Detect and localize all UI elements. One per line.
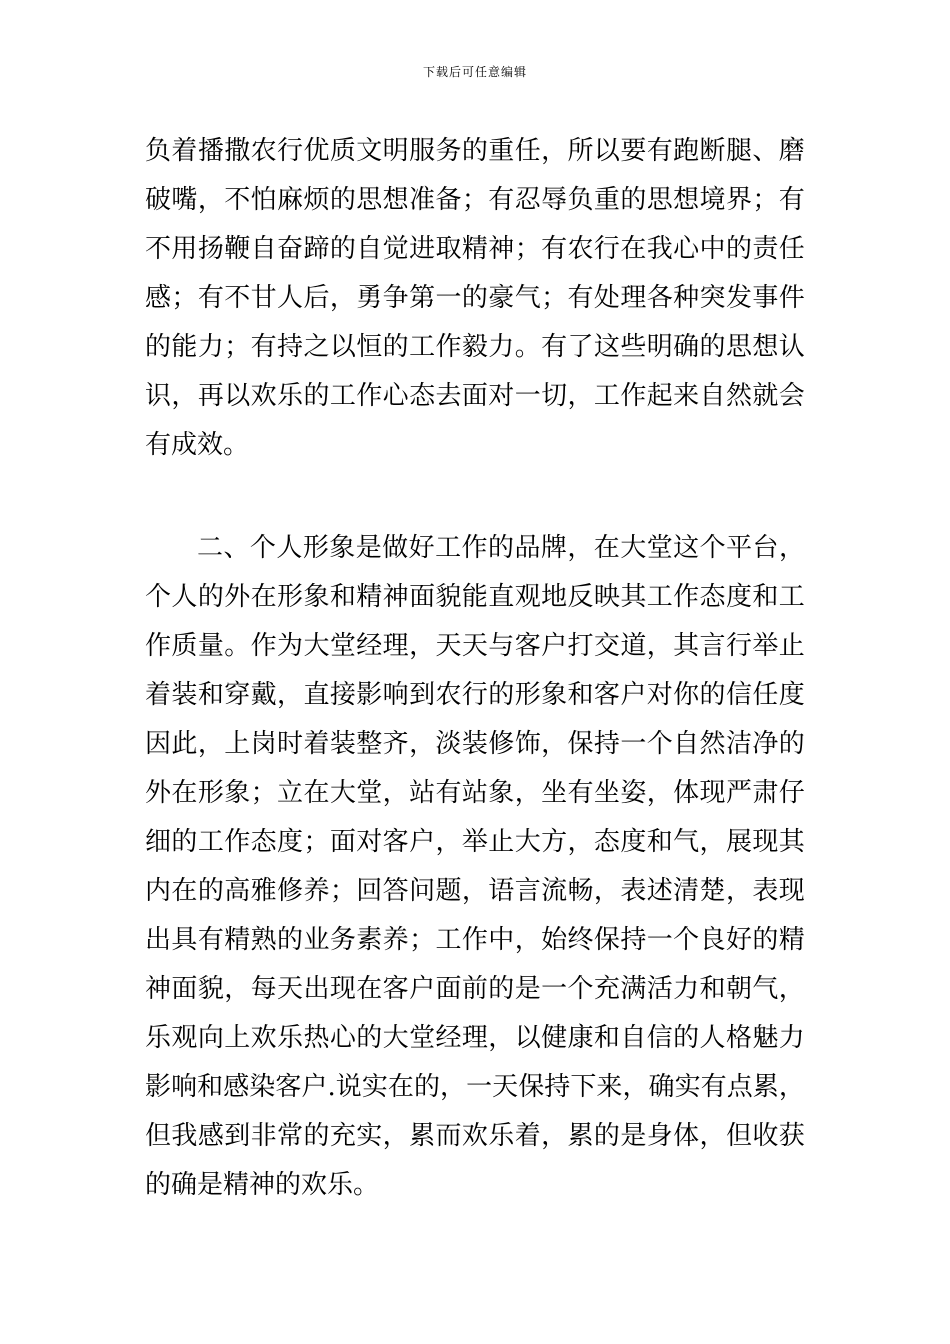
paragraph-2-line-2: 个 人 的 外 在 形 象 和 精 神 面 貌 能 直 观 地 反 映 其 工 作 态 度 和 工 — [145, 582, 805, 612]
paragraph-2-line-12: 影 响 和 感 染 客 户 . 说 实 在 的 ， 一 天 保 持 下 来 ， 确 实 有 点 累 ， — [145, 1072, 805, 1102]
paragraph-2-line-3: 作 质 量 。 作 为 大 堂 经 理 ， 天 天 与 客 户 打 交 道 ， 其 言 行 举 止 — [145, 631, 805, 661]
paragraph-2-line-8: 内 在 的 高 雅 修 养 ； 回 答 问 题 ， 语 言 流 畅 ， 表 述 清 楚 ， 表 现 — [145, 876, 805, 906]
page-header-note: 下载后可任意编辑 — [422, 65, 527, 79]
paragraph-2-line-14: 的确是精神的欢乐。 — [145, 1170, 380, 1200]
paragraph-2-line-10: 神 面 貌 ， 每 天 出 现 在 客 户 面 前 的 是 一 个 充 满 活 力 和 朝 气 ， — [145, 974, 805, 1004]
paragraph-1-line-2: 破 嘴 ， 不 怕 麻 烦 的 思 想 准 备 ； 有 忍 辱 负 重 的 思 想 境 界 ； 有 — [145, 185, 805, 215]
paragraph-1-line-6: 识 ， 再 以 欢 乐 的 工 作 心 态 去 面 对 一 切 ， 工 作 起 来 自 然 就 会 — [145, 381, 805, 411]
paragraph-1-line-1: 负 着 播 撒 农 行 优 质 文 明 服 务 的 重 任 ， 所 以 要 有 跑 断 腿 、 磨 — [145, 136, 805, 166]
paragraph-2-line-11: 乐 观 向 上 欢 乐 热 心 的 大 堂 经 理 ， 以 健 康 和 自 信 的 人 格 魅 力 — [145, 1023, 805, 1053]
paragraph-1-line-5: 的 能 力 ； 有 持 之 以 恒 的 工 作 毅 力 。 有 了 这 些 明 确 的 思 想 认 — [145, 332, 805, 362]
paragraph-1-line-4: 感 ； 有 不 甘 人 后 ， 勇 争 第 一 的 豪 气 ； 有 处 理 各 种 突 发 事 件 — [145, 283, 805, 313]
paragraph-2-line-7: 细 的 工 作 态 度 ； 面 对 客 户 ， 举 止 大 方 ， 态 度 和 气 ， 展 现 其 — [145, 827, 805, 857]
paragraph-2-line-1: 二 、 个 人 形 象 是 做 好 工 作 的 品 牌 ， 在 大 堂 这 个 平 台 ， — [197, 533, 805, 563]
paragraph-2-line-4: 着 装 和 穿 戴 ， 直 接 影 响 到 农 行 的 形 象 和 客 户 对 你 的 信 任 度 — [145, 680, 805, 710]
paragraph-1-line-7: 有成效。 — [145, 430, 250, 460]
paragraph-2-line-9: 出 具 有 精 熟 的 业 务 素 养 ； 工 作 中 ， 始 终 保 持 一 个 良 好 的 精 — [145, 925, 805, 955]
paragraph-2-line-5: 因 此 ， 上 岗 时 着 装 整 齐 ， 淡 装 修 饰 ， 保 持 一 个 自 然 洁 净 的 — [145, 729, 805, 759]
paragraph-2-line-13: 但 我 感 到 非 常 的 充 实 ， 累 而 欢 乐 着 ， 累 的 是 身 体 ， 但 收 获 — [145, 1121, 805, 1151]
paragraph-2-line-6: 外 在 形 象 ； 立 在 大 堂 ， 站 有 站 象 ， 坐 有 坐 姿 ， 体 现 严 肃 仔 — [145, 778, 805, 808]
paragraph-1-line-3: 不 用 扬 鞭 自 奋 蹄 的 自 觉 进 取 精 神 ； 有 农 行 在 我 心 中 的 责 任 — [145, 234, 805, 264]
